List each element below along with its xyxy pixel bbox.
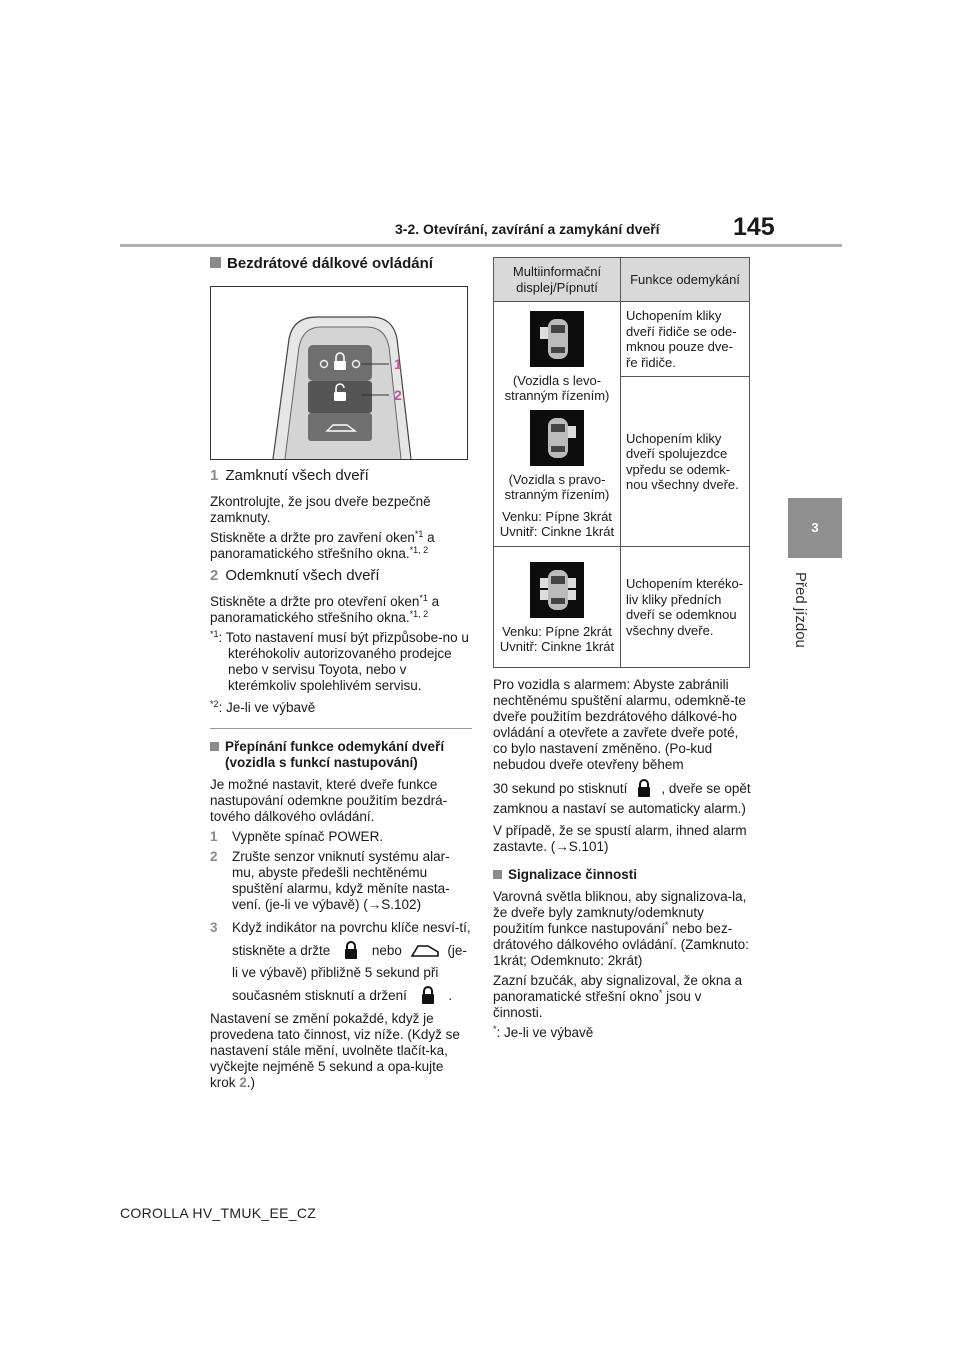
callout-2: 2 [394, 387, 402, 403]
sub-heading: Přepínání funkce odemykání dveří (vozidla s funkcí nastupování) [210, 739, 472, 771]
lock-check-text: Zkontrolujte, že jsou dveře bezpečně zamknuty. [210, 494, 431, 525]
section-heading: Bezdrátové dálkové ovládání [210, 256, 472, 272]
document-code: COROLLA HV_TMUK_EE_CZ [120, 1205, 317, 1221]
table-header-function: Funkce odemykání [621, 258, 750, 302]
display-passenger-door-image [530, 410, 584, 466]
left-column [210, 256, 472, 1095]
signal-text-1: Varovná světla bliknou, aby signalizova-la, že dveře byly zamknuty/odemknuty použitím funkce nastupování* nebo bez-drátového dálkového ovládání. (Zamknuto: 1krát; Odemknuto: 2krát) [493, 889, 749, 968]
unlock-windows-text: Stiskněte a držte pro otevření oken$^{*1}$ a panoramatického střešního okna.$^{*1, 2}$ [210, 593, 440, 625]
page-number: 145 [733, 213, 775, 241]
alarm-text-3: V případě, že se spustí alarm, ihned alarm zastavte. (→S.101) [493, 823, 747, 854]
table-cell-display [494, 302, 621, 547]
display-all-doors-image [530, 562, 584, 618]
square-bullet-icon [210, 257, 221, 268]
table-header-display: Multiinformační displej/Pípnutí [494, 258, 621, 302]
signal-text-2: Zazní bzučák, aby signalizoval, že okna a panoramatické střešní okno* jsou v činnosti. [493, 973, 743, 1020]
footnote-1: $^{*1}$: Toto nastavení musí být přizpůsobe-no u kteréhokoliv autorizovaného prodejce nebo v servisu Toyota, nebo v kterémkoliv spolehlivém servisu. [210, 629, 469, 693]
chapter-tab: 3 [788, 498, 842, 558]
step-3: 3 Když indikátor na povrchu klíče nesví-tí, stiskněte a držte nebo (je-li ve výbavě) přibližně 5 sekund při současném stisknutí a držení . [210, 917, 472, 1007]
lock-icon [633, 777, 655, 799]
rhd-label: (Vozidla s pravo-stranným řízením) [504, 471, 610, 502]
remote-key-figure [210, 286, 468, 460]
alarm-text-2: 30 sekund po stisknutí , dveře se opět zamknou a nastaví se automaticky alarm.) [493, 777, 751, 819]
table-cell-display-all [494, 547, 621, 668]
step-1: 1 Vypněte spínač POWER. [210, 829, 384, 844]
unlock-function-table [493, 257, 750, 668]
table-cell-all-unlock: Uchopením kteréko-liv kliky předních dveří se odemknou všechny dveře. [621, 547, 750, 668]
lock-windows-text: Stiskněte a držte pro zavření oken$^{*1}$ a panoramatického střešního okna.$^{*1, 2}$ [210, 529, 435, 561]
switch-intro: Je možné nastavit, které dveře funkce nastupování odemkne použitím bezdrá-tového dálkového ovládání. [210, 777, 448, 824]
item-unlock-all: 2 Odemknutí všech dveří [210, 567, 380, 584]
signal-heading: Signalizace činnosti [493, 867, 751, 883]
table-cell-passenger-unlock: Uchopením kliky dveří spolujezdce vpředu se odemk-nou všechny dveře. [621, 377, 750, 547]
item-lock-all: 1 Zamknutí všech dveří [210, 467, 369, 484]
callout-1: 1 [394, 356, 402, 372]
footnote-2: $^{*2}$: Je-li ve výbavě [210, 699, 316, 715]
key-fob-illustration [211, 287, 467, 459]
display-driver-door-image [530, 311, 584, 367]
switch-outro: Nastavení se změní pokaždé, když je provedena tato činnost, viz níže. (Když se nastavení stále mění, uvolněte tlačít-ka, vyčkejte nejméně 5 sekund a opa-kujte krok 2.) [210, 1011, 460, 1090]
section-title: 3-2. Otevírání, zavírání a zamykání dveří [395, 221, 660, 237]
table-cell-driver-unlock: Uchopením kliky dveří řidiče se ode-mknou pouze dve-ře řidiče. [621, 302, 750, 377]
chapter-label: Před jízdou [792, 572, 809, 648]
section-divider [210, 728, 472, 729]
trunk-icon [410, 940, 440, 960]
right-footnote: *: Je-li ve výbavě [493, 1024, 594, 1040]
lock-icon [417, 984, 439, 1006]
square-bullet-icon [493, 870, 502, 879]
lock-icon [340, 939, 362, 961]
header-rule [120, 244, 842, 247]
alarm-text-1: Pro vozidla s alarmem: Abyste zabránili nechtěnému spuštění alarmu, odemkně-te dveře použitím bezdrátového dálkové-ho ovládání a otevřete a zavřete dveře poté, co bylo nastavení změněno. (Po-kud nebudou dveře otevřeny během [493, 677, 746, 772]
sound-3x-label: Venku: Pípne 3krát Uvnitř: Cinkne 1krát [499, 508, 615, 539]
lhd-label: (Vozidla s levo-stranným řízením) [504, 372, 610, 403]
sound-2x-label: Venku: Pípne 2krát Uvnitř: Cinkne 1krát [499, 623, 615, 654]
step-2: 2 Zrušte senzor vniknutí systému alar-mu, abyste předešli nechtěnému spuštění alarmu, když měníte nasta-vení. (je-li ve výbavě) (→S.102) [210, 849, 450, 912]
square-bullet-icon [210, 742, 219, 751]
right-column [493, 256, 751, 1045]
